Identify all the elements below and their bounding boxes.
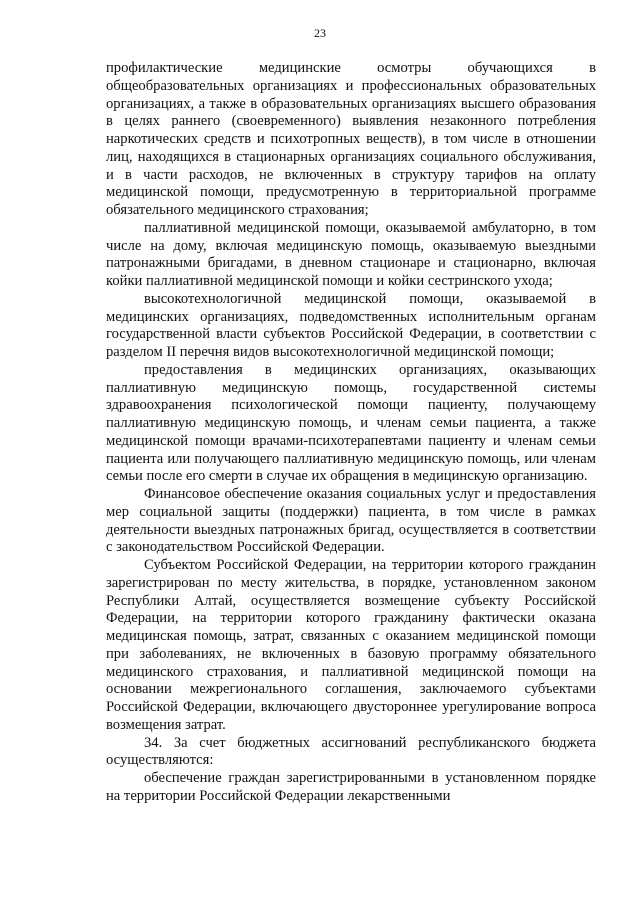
paragraph-section-34: 34. За счет бюджетных ассигнований республиканского бюджета осуществляются: xyxy=(106,734,596,769)
document-body xyxy=(106,60,596,806)
paragraph-palliative-care: паллиативной медицинской помощи, оказываемой амбулаторно, в том числе на дому, включая медицинскую помощь, оказываемую выездными патронажными бригадами, в дневном стационаре и стационарно, включая койки паллиативной медицинской помощи и койки сестринского ухода; xyxy=(106,219,596,289)
paragraph-preventive-exams: профилактические медицинские осмотры обучающихся в общеобразовательных организациях и профессиональных образовательных организациях, а также в образовательных организациях высшего образования в целях раннего (своевременного) выявления незаконного потребления наркотических средств и психотропных веществ), в том числе в отношении лиц, находящихся в стационарных организациях социального обслуживания, и в части расходов, не включенных в структуру тарифов на оплату медицинской помощи, предусмотренную в территориальной программе обязательного медицинского страхования; xyxy=(106,60,596,218)
paragraph-psychological-help: предоставления в медицинских организациях, оказывающих паллиативную медицинскую помощь, государственной системы здравоохранения психологической помощи пациенту, получающему паллиативную медицинскую помощь, и членам семьи пациента, а также медицинской помощи врачами-психотерапевтами пациенту и членам семьи пациента или получающего паллиативную медицинскую помощь, или членам семьи после его смерти в случае их обращения в медицинскую организацию. xyxy=(106,361,596,485)
paragraph-social-services-funding: Финансовое обеспечение оказания социальных услуг и предоставления мер социальной защиты (поддержки) пациента, в том числе в рамках деятельности выездных патронажных бригад, осуществляется в соответствии с законодательством Российской Федерации. xyxy=(106,486,596,556)
paragraph-drug-provision: обеспечение граждан зарегистрированными в установленном порядке на территории Российской Федерации лекарственными xyxy=(106,770,596,804)
paragraph-interregional-reimbursement: Субъектом Российской Федерации, на территории которого гражданин зарегистрирован по месту жительства, в порядке, установленном законом Республики Алтай, осуществляется возмещение субъекту Российской Федерации, на территории которого гражданину фактически оказана медицинская помощь, затрат, связанных с оказанием медицинской помощи при заболеваниях, не включенных в базовую программу обязательного медицинского страхования, и паллиативной медицинской помощи на основании межрегионального соглашения, заключаемого субъектами Российской Федерации, включающего двустороннее урегулирование вопроса возмещения затрат. xyxy=(106,557,596,733)
paragraph-high-tech-care: высокотехнологичной медицинской помощи, оказываемой в медицинских организациях, подведомственных исполнительным органам государственной власти субъектов Российской Федерации, в соответствии с разделом II перечня видов высокотехнологичной медицинской помощи; xyxy=(106,290,596,360)
page-number: 23 xyxy=(314,26,326,40)
